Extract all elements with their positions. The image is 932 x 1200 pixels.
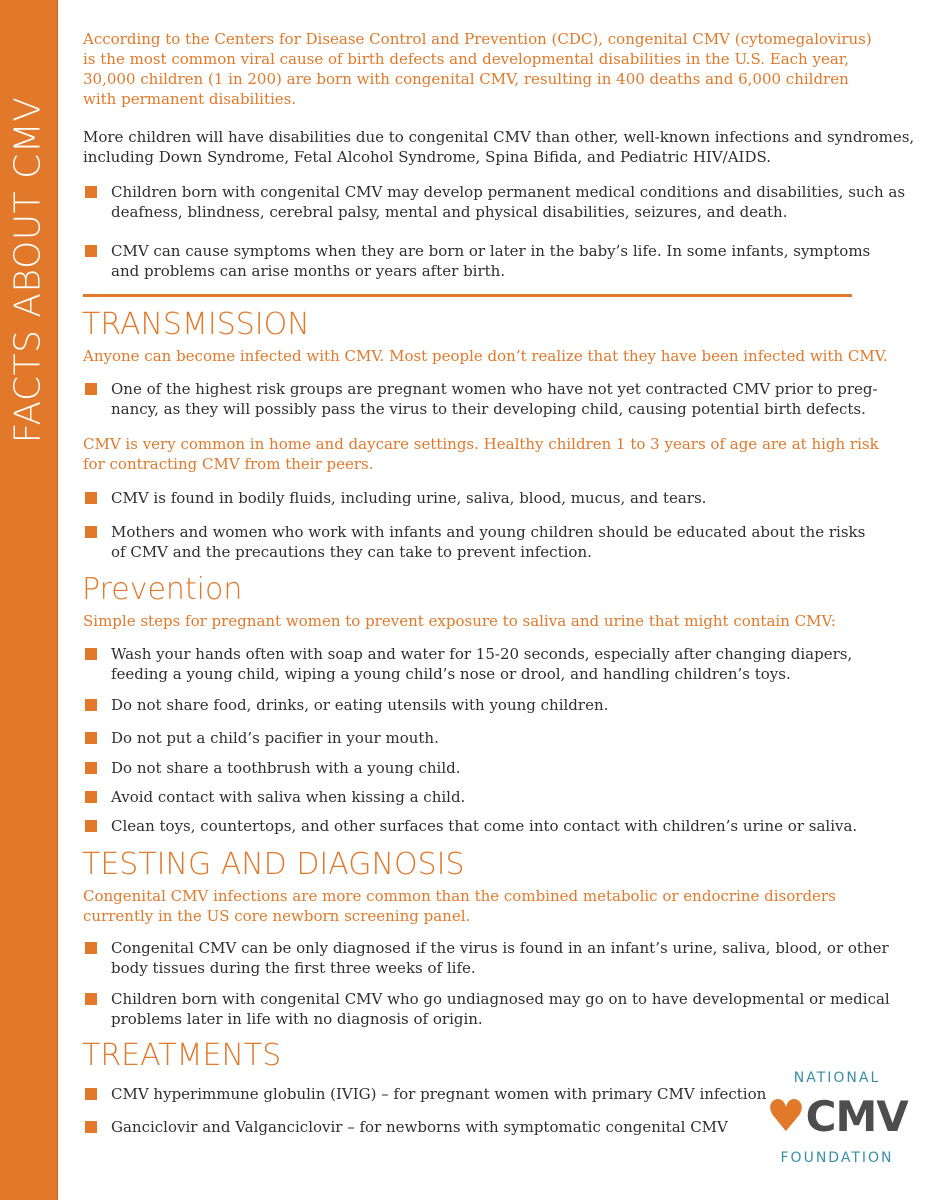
bullet-line: body tissues during the first three weeks of life. xyxy=(111,959,476,977)
bullet-line: CMV is found in bodily fluids, including urine, saliva, blood, mucus, and tears. xyxy=(111,489,707,507)
intro-line: 30,000 children (1 in 200) are born with congenital CMV, resulting in 400 deaths and 6,000 children xyxy=(83,70,849,88)
paragraph-line: More children will have disabilities due to congenital CMV than other, well-known infections and syndromes, xyxy=(83,128,915,146)
bullet-line: of CMV and the precautions they can take to prevent infection. xyxy=(111,543,592,561)
treatments-heading: TREATMENTS xyxy=(82,1038,282,1073)
logo-bottom-text: FOUNDATION xyxy=(780,1150,894,1166)
intro-line: According to the Centers for Disease Control and Prevention (CDC), congenital CMV (cytomegalovirus) xyxy=(83,30,872,48)
section-divider xyxy=(83,294,852,297)
bullet-marker xyxy=(85,820,97,832)
sidebar-band xyxy=(0,0,58,1200)
bullet-line: One of the highest risk groups are pregnant women who have not yet contracted CMV prior to preg- xyxy=(111,380,878,398)
logo-mark xyxy=(766,1088,908,1146)
bullet-marker xyxy=(85,942,97,954)
testing-heading: TESTING AND DIAGNOSIS xyxy=(82,847,465,882)
bullet-marker xyxy=(85,492,97,504)
testing-lead: Congenital CMV infections are more common than the combined metabolic or endocrine disorders xyxy=(83,887,836,905)
bullet-line: nancy, as they will possibly pass the virus to their developing child, causing potential birth defects. xyxy=(111,400,866,418)
bullet-line: CMV hyperimmune globulin (IVIG) – for pregnant women with primary CMV infection xyxy=(111,1085,767,1103)
bullet-line: problems later in life with no diagnosis of origin. xyxy=(111,1010,483,1028)
logo-word: CMV xyxy=(805,1092,908,1141)
bullet-line: feeding a young child, wiping a young child’s nose or drool, and handling children’s toys. xyxy=(111,665,791,683)
bullet-line: CMV can cause symptoms when they are born or later in the baby’s life. In some infants, symptoms xyxy=(111,242,871,260)
bullet-line: Do not share a toothbrush with a young child. xyxy=(111,759,461,777)
bullet-marker xyxy=(85,732,97,744)
bullet-marker xyxy=(85,1121,97,1133)
transmission-heading: TRANSMISSION xyxy=(82,307,310,342)
intro-line: is the most common viral cause of birth defects and developmental disabilities in the U.S. Each year, xyxy=(83,50,850,68)
bullet-marker xyxy=(85,648,97,660)
national-cmv-foundation-logo xyxy=(766,1070,908,1170)
bullet-line: Clean toys, countertops, and other surfaces that come into contact with children’s urine or saliva. xyxy=(111,817,858,835)
bullet-line: Avoid contact with saliva when kissing a child. xyxy=(111,788,466,806)
prevention-heading: Prevention xyxy=(82,572,243,607)
bullet-marker xyxy=(85,186,97,198)
bullet-marker xyxy=(85,762,97,774)
bullet-line: Wash your hands often with soap and water for 15-20 seconds, especially after changing diapers, xyxy=(111,645,853,663)
bullet-line: Congenital CMV can be only diagnosed if the virus is found in an infant’s urine, saliva, blood, or other xyxy=(111,939,889,957)
transmission-lead-2: CMV is very common in home and daycare settings. Healthy children 1 to 3 years of age are at high risk xyxy=(83,435,879,453)
bullet-line: Ganciclovir and Valganciclovir – for newborns with symptomatic congenital CMV xyxy=(111,1118,728,1136)
bullet-line: Mothers and women who work with infants and young children should be educated about the risks xyxy=(111,523,866,541)
bullet-marker xyxy=(85,1088,97,1100)
intro-line: with permanent disabilities. xyxy=(83,90,297,108)
transmission-lead: Anyone can become infected with CMV. Most people don’t realize that they have been infected with CMV. xyxy=(83,347,888,365)
logo-top-text: NATIONAL xyxy=(793,1070,881,1086)
bullet-marker xyxy=(85,245,97,257)
bullet-marker xyxy=(85,791,97,803)
sidebar-title: FACTS ABOUT CMV xyxy=(7,96,49,444)
bullet-marker xyxy=(85,699,97,711)
bullet-line: Do not put a child’s pacifier in your mouth. xyxy=(111,729,439,747)
bullet-line: Children born with congenital CMV may develop permanent medical conditions and disabilities, such as xyxy=(111,183,906,201)
bullet-line: and problems can arise months or years after birth. xyxy=(111,262,506,280)
paragraph-line: including Down Syndrome, Fetal Alcohol Syndrome, Spina Bifida, and Pediatric HIV/AIDS. xyxy=(83,148,772,166)
transmission-lead-2: for contracting CMV from their peers. xyxy=(83,455,374,473)
bullet-marker xyxy=(85,526,97,538)
prevention-lead: Simple steps for pregnant women to prevent exposure to saliva and urine that might contain CMV: xyxy=(83,612,836,630)
bullet-line: Children born with congenital CMV who go undiagnosed may go on to have developmental or medical xyxy=(111,990,890,1008)
bullet-marker xyxy=(85,993,97,1005)
bullet-line: deafness, blindness, cerebral palsy, mental and physical disabilities, seizures, and death. xyxy=(111,203,788,221)
heart-icon: ♥ xyxy=(766,1091,806,1142)
bullet-line: Do not share food, drinks, or eating utensils with young children. xyxy=(111,696,609,714)
bullet-marker xyxy=(85,383,97,395)
testing-lead: currently in the US core newborn screening panel. xyxy=(83,907,471,925)
